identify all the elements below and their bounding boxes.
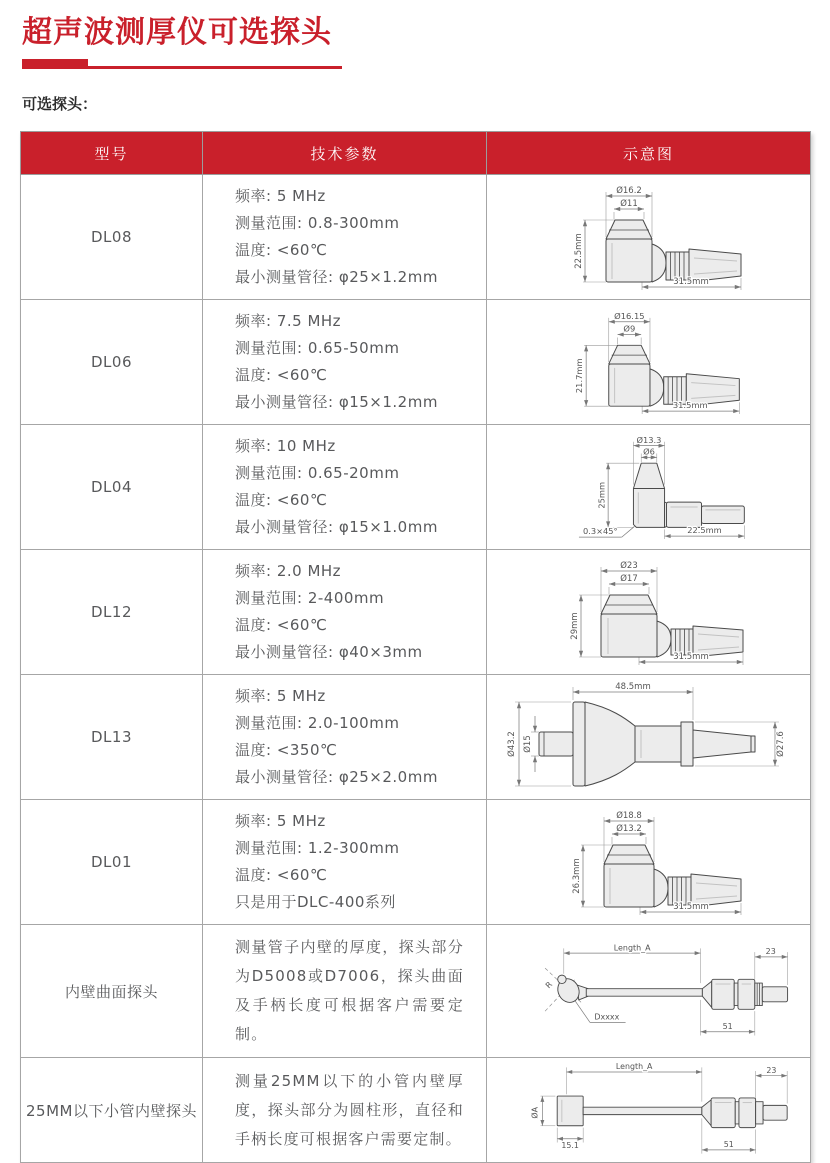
- dim-label: Dxxxx: [593, 1012, 619, 1022]
- dim-label: 31.5mm: [672, 400, 708, 411]
- dim-label: 22.5mm: [686, 524, 722, 535]
- probe-diagram-small-pipe-inner-wall: [494, 1059, 804, 1161]
- probe-shape: [601, 595, 743, 657]
- dim-label: Ø11: [619, 199, 638, 209]
- dim-label: 15.1: [560, 1141, 579, 1151]
- dim-label: 22.5mm: [573, 233, 584, 269]
- param-line: 温度: <60℃: [235, 491, 328, 509]
- dim-label: R: [543, 979, 554, 990]
- probe-shape: [557, 1096, 787, 1128]
- dim-label: Ø18.8: [615, 811, 642, 821]
- param-line: 温度: <60℃: [235, 866, 328, 884]
- model-cell: [21, 925, 203, 1058]
- probe-shape: [608, 345, 739, 406]
- table-row: [21, 175, 811, 300]
- param-line: 最小测量管径: φ40×3mm: [235, 643, 423, 661]
- diagram-cell: [487, 800, 811, 925]
- param-line: 测量范围: 0.65-20mm: [235, 464, 400, 482]
- probe-shape: [606, 220, 741, 282]
- probe-diagram-high-temp-dl13: [499, 682, 799, 792]
- probe-shape: [553, 975, 787, 1009]
- model-cell: [21, 1058, 203, 1163]
- model-cell: [21, 425, 203, 550]
- dim-label: Ø43.2: [506, 731, 517, 757]
- dim-label: Length_A: [615, 1062, 652, 1072]
- param-line: 最小测量管径: φ25×2.0mm: [235, 768, 438, 786]
- model-label: 内壁曲面探头: [64, 982, 158, 1001]
- dim-label: 23: [765, 946, 776, 956]
- header-cell-model: 型号: [21, 132, 203, 175]
- diagram-cell: [487, 175, 811, 300]
- table-header-row: [21, 132, 811, 175]
- probe-shape: [539, 702, 755, 786]
- model-cell: [21, 175, 203, 300]
- dim-label: 23: [765, 1065, 776, 1075]
- diagram-cell: [487, 925, 811, 1058]
- params-cell: [203, 925, 487, 1058]
- param-line: 频率: 2.0 MHz: [235, 562, 342, 580]
- params-cell: [203, 425, 487, 550]
- param-line: 温度: <60℃: [235, 366, 328, 384]
- param-line: 测量范围: 0.8-300mm: [235, 214, 400, 232]
- dim-label: 31.5mm: [672, 277, 709, 287]
- params-cell: [203, 800, 487, 925]
- param-line: 最小测量管径: φ15×1.2mm: [235, 393, 438, 411]
- dim-label: Ø9: [622, 323, 635, 334]
- params-cell: [203, 175, 487, 300]
- model-label: DL04: [91, 478, 132, 496]
- param-line: 温度: <60℃: [235, 616, 328, 634]
- params-cell: [203, 550, 487, 675]
- header-cell-diagram: 示意图: [487, 132, 811, 175]
- param-line: 频率: 5 MHz: [235, 812, 326, 830]
- page-title: 超声波测厚仪可选探头: [22, 15, 332, 50]
- model-label: DL01: [91, 853, 132, 871]
- param-line: 测量范围: 1.2-300mm: [235, 839, 400, 857]
- params-cell: [203, 1058, 487, 1163]
- diagram-cell: [487, 675, 811, 800]
- dim-label: 51: [723, 1140, 734, 1150]
- param-line: 温度: <350℃: [235, 741, 338, 759]
- params-cell: [203, 300, 487, 425]
- dim-label: 21.7mm: [573, 358, 584, 394]
- dim-label: Ø17: [619, 574, 638, 584]
- diagram-cell: [487, 1058, 811, 1163]
- probe-diagram-right-angle-dl06: [499, 308, 799, 416]
- dim-label: 31.5mm: [672, 902, 709, 912]
- dim-label: Ø16.15: [613, 310, 645, 321]
- page: [0, 15, 830, 1163]
- param-line: 频率: 10 MHz: [235, 437, 336, 455]
- dim-label: Length_A: [613, 942, 651, 952]
- params-cell: [203, 675, 487, 800]
- probe-shape: [633, 463, 744, 527]
- dim-label: Ø6: [642, 445, 655, 456]
- param-line: 最小测量管径: φ25×1.2mm: [235, 268, 438, 286]
- dim-label: Ø15: [522, 735, 533, 753]
- diagram-cell: [487, 550, 811, 675]
- param-line: 测量范围: 2-400mm: [235, 589, 385, 607]
- model-cell: [21, 800, 203, 925]
- param-line: 测量范围: 0.65-50mm: [235, 339, 400, 357]
- diagram-cell: [487, 425, 811, 550]
- table-row: [21, 300, 811, 425]
- table-row: [21, 425, 811, 550]
- title-underline-thin: [22, 66, 342, 69]
- model-cell: [21, 675, 203, 800]
- header-cell-params: 技术参数: [203, 132, 487, 175]
- param-line: 频率: 5 MHz: [235, 187, 326, 205]
- probe-diagram-right-angle-dl01: [499, 807, 799, 917]
- table-row: [21, 550, 811, 675]
- dim-label: Ø27.6: [775, 731, 786, 757]
- probe-diagram-right-angle-dl12: [499, 557, 799, 667]
- dim-label: Ø13.3: [636, 434, 661, 445]
- dim-label: Ø23: [619, 561, 638, 571]
- model-label: DL12: [91, 603, 132, 621]
- probe-shape: [604, 845, 741, 907]
- probe-diagram-pencil-dl04: [499, 434, 799, 541]
- param-line: 最小测量管径: φ15×1.0mm: [235, 518, 438, 536]
- dim-label: 51: [722, 1021, 733, 1031]
- model-label: DL08: [91, 228, 132, 246]
- model-cell: [21, 300, 203, 425]
- param-line: 频率: 7.5 MHz: [235, 312, 342, 330]
- probe-diagram-right-angle-dl08: [499, 182, 799, 292]
- model-label: DL06: [91, 353, 132, 371]
- param-line: 温度: <60℃: [235, 241, 328, 259]
- model-label: DL13: [91, 728, 132, 746]
- dim-label: 48.5mm: [614, 682, 651, 692]
- param-line: 只是用于DLC-400系列: [235, 893, 396, 911]
- param-paragraph: 测量管子内壁的厚度，探头部分为D5008或D7006，探头曲面及手柄长度可根据客户需要定制。: [235, 938, 464, 1043]
- dim-label: ØA: [530, 1106, 540, 1119]
- param-line: 测量范围: 2.0-100mm: [235, 714, 400, 732]
- dim-label: 29mm: [569, 612, 580, 640]
- model-cell: [21, 550, 203, 675]
- dim-label: 31.5mm: [672, 652, 709, 662]
- probe-diagram-curved-inner-wall: [494, 940, 804, 1043]
- dim-label: Ø13.2: [615, 824, 642, 834]
- dim-label: Ø16.2: [615, 186, 642, 196]
- table-row: [21, 675, 811, 800]
- dim-label: 26.3mm: [571, 858, 582, 894]
- dim-label: 25mm: [595, 481, 606, 509]
- diagram-cell: [487, 300, 811, 425]
- section-label: 可选探头：: [22, 95, 98, 113]
- table-row: [21, 1058, 811, 1163]
- title-underline: [22, 59, 342, 69]
- probe-table: [20, 131, 811, 1163]
- model-label: 25MM以下小管内壁探头: [26, 1101, 197, 1120]
- table-row: [21, 800, 811, 925]
- table-row: [21, 925, 811, 1058]
- dim-label: 0.3×45°: [582, 525, 618, 536]
- param-paragraph: 测量25MM以下的小管内壁厚度，探头部分为圆柱形，直径和手柄长度可根据客户需要定制。: [235, 1071, 464, 1148]
- param-line: 频率: 5 MHz: [235, 687, 326, 705]
